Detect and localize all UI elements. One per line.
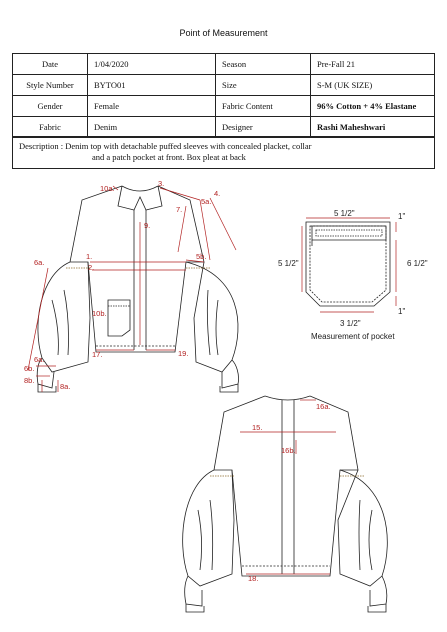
measure-label: 6a. <box>34 258 45 267</box>
table-cell: 1/04/2020 <box>88 54 216 75</box>
pocket-bottom-right: 1" <box>398 307 406 316</box>
measure-label: 1. <box>86 252 93 261</box>
measure-label: 10b. <box>92 309 107 318</box>
table-cell: Season <box>216 54 311 75</box>
pocket-top-width: 5 1/2" <box>334 209 355 218</box>
measure-label: 8b. <box>24 376 35 385</box>
pocket-top-right: 1" <box>398 212 406 221</box>
front-labels <box>24 179 220 391</box>
table-cell: Size <box>216 75 311 96</box>
pocket-diagram <box>306 222 390 306</box>
measure-label: 6b. <box>24 364 35 373</box>
table-cell: S-M (UK SIZE) <box>311 75 435 96</box>
back-jacket-sketch <box>183 396 388 612</box>
measure-label: 7. <box>176 205 183 214</box>
table-cell: Female <box>88 96 216 117</box>
table-cell: Denim <box>88 117 216 138</box>
measure-label: 5a. <box>201 197 212 206</box>
table-cell: Date <box>13 54 88 75</box>
page-title: Point of Measurement <box>179 28 268 38</box>
measure-label: 17. <box>92 350 103 359</box>
measure-label: 16b. <box>281 446 296 455</box>
pocket-left-height: 5 1/2" <box>278 259 299 268</box>
measure-label: 15. <box>252 423 263 432</box>
table-cell: Rashi Maheshwari <box>311 117 435 138</box>
table-cell: Gender <box>13 96 88 117</box>
measure-label: 18. <box>248 574 259 583</box>
table-cell: Pre-Fall 21 <box>311 54 435 75</box>
measure-label: 16a. <box>316 402 331 411</box>
table-cell: Fabric Content <box>216 96 311 117</box>
measure-label: 9. <box>144 221 151 230</box>
pocket-bottom-width: 3 1/2" <box>340 319 361 328</box>
table-cell: Style Number <box>13 75 88 96</box>
measure-label: 8a. <box>60 382 71 391</box>
measure-label: 5b. <box>196 252 207 261</box>
back-labels <box>248 402 331 583</box>
table-cell: BYTO01 <box>88 75 216 96</box>
front-jacket-sketch <box>37 186 238 392</box>
measure-label: 19. <box>178 349 189 358</box>
measure-label: 4. <box>214 189 221 198</box>
pocket-caption: Measurement of pocket <box>311 332 395 341</box>
measure-label: 3. <box>158 179 165 188</box>
measure-label: 6a. <box>34 355 45 364</box>
table-cell: Fabric <box>13 117 88 138</box>
description-line: and a patch pocket at front. Box pleat at back <box>92 152 246 162</box>
pocket-right-height: 6 1/2" <box>407 259 428 268</box>
table-cell: Designer <box>216 117 311 138</box>
table-cell: 96% Cotton + 4% Elastane <box>311 96 435 117</box>
pocket-labels <box>278 209 428 341</box>
measure-label: 2. <box>88 263 95 272</box>
description-line: Description : Denim top with detachable puffed sleeves with concealed placket, collar <box>19 141 312 151</box>
measure-label: 10a. <box>100 184 115 193</box>
